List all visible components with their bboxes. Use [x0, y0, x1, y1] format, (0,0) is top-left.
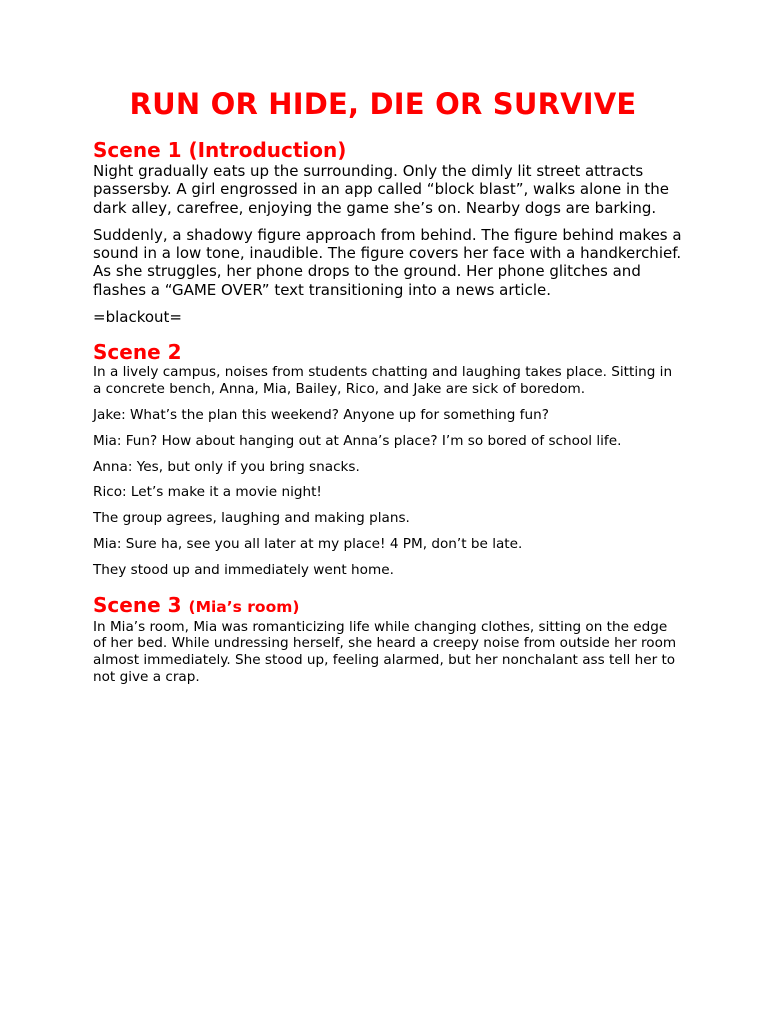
- scene-2-narration: The group agrees, laughing and making plans.: [93, 510, 410, 527]
- scene-3-heading-label: Scene 3: [93, 592, 182, 617]
- scene-1-heading: Scene 1 (Introduction): [93, 138, 347, 162]
- scene-3-heading: [93, 593, 683, 619]
- scene-3-paragraph-1: In Mia’s room, Mia was romanticizing life while changing clothes, sitting on the edge of her bed. While undressing herself, she heard a creepy noise from outside her room almost immediately. She stood up, feeling alarmed, but her nonchalant ass tell her to not give a crap.: [93, 618, 677, 685]
- scene-1: [93, 138, 683, 326]
- scene-1-paragraph-2: Suddenly, a shadowy figure approach from behind. The figure behind makes a sound in a low tone, inaudible. The figure covers her face with a handkerchief. As she struggles, her phone drops to the ground. Her phone glitches and flashes a “GAME OVER” text transitioning into a news article.: [93, 225, 682, 299]
- document-page: [93, 86, 683, 695]
- document-title: RUN OR HIDE, DIE OR SURVIVE: [129, 87, 637, 121]
- scene-2-dialogue-anna: Anna: Yes, but only if you bring snacks.: [93, 458, 360, 475]
- scene-2-dialogue-mia-1: Mia: Fun? How about hanging out at Anna’s place? I’m so bored of school life.: [93, 432, 622, 449]
- scene-2-dialogue-mia-2: Mia: Sure ha, see you all later at my place! 4 PM, don’t be late.: [93, 535, 523, 552]
- scene-2-heading: Scene 2: [93, 340, 182, 365]
- scene-1-paragraph-1: Night gradually eats up the surrounding. Only the dimly lit street attracts passersby. A girl engrossed in an app called “block blast”, walks alone in the dark alley, carefree, enjoying the game she’s on. Nearby dogs are barking.: [93, 162, 670, 217]
- scene-3-subheading: (Mia’s room): [188, 597, 300, 616]
- scene-2-closing: They stood up and immediately went home.: [93, 561, 394, 578]
- scene-2: [93, 340, 683, 578]
- scene-3: [93, 593, 683, 686]
- scene-2-dialogue-jake: Jake: What’s the plan this weekend? Anyone up for something fun?: [93, 406, 549, 423]
- scene-1-blackout: =blackout=: [93, 308, 182, 327]
- scene-2-paragraph-1: In a lively campus, noises from students chatting and laughing takes place. Sitting in a concrete bench, Anna, Mia, Bailey, Rico, and Jake are sick of boredom.: [93, 364, 673, 398]
- scene-2-dialogue-rico: Rico: Let’s make it a movie night!: [93, 484, 322, 501]
